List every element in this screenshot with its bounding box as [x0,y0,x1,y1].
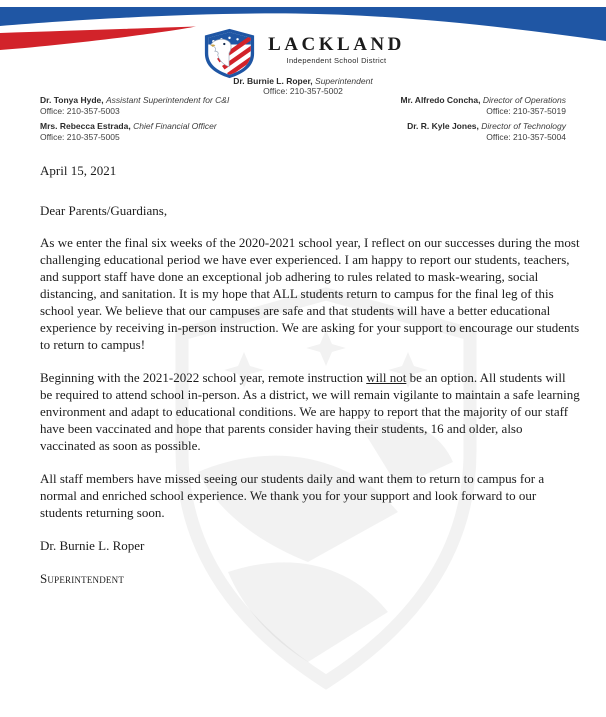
district-logotype [268,27,405,65]
superintendent-office: Office: 210-357-5002 [263,86,343,96]
contact-name: Mr. Alfredo Concha, [400,95,481,105]
district-name: LACKLAND [268,34,405,55]
letterhead-contacts [40,95,566,147]
district-subtitle: Independent School District [286,56,387,65]
contact-entry [40,121,229,142]
paragraph-2 [40,369,581,454]
contact-title: Director of Technology [481,121,566,131]
superintendent-contact [0,76,606,96]
paragraph-2-underlined: will not [366,370,407,385]
contact-title: Chief Financial Officer [133,121,217,131]
letter-body [40,162,581,603]
paragraph-2-after: be an option. All students will be required to attend school in-person. As a district, we will remain vigilante to maintain a safe learning environment and adapt to educational conditions. We are happy to report that the majority of our staff have been vaccinated and hope that parents consider having their students, 16 and older, also vaccinated as soon as possible. [40,370,580,453]
contact-title: Assistant Superintendent for C&I [105,95,230,105]
contacts-left-column [40,95,229,147]
contacts-right-column [400,95,566,147]
paragraph-3: All staff members have missed seeing our students daily and want them to return to campus for a normal and enriched school experience. We thank you for your support and look forward to our students returning soon. [40,471,545,520]
eagle-shield-icon [201,27,258,80]
contact-name: Mrs. Rebecca Estrada, [40,121,131,131]
contact-entry [400,95,566,116]
contact-name: Dr. R. Kyle Jones, [407,121,479,131]
salutation: Dear Parents/Guardians, [40,203,168,218]
contact-name: Dr. Tonya Hyde, [40,95,104,105]
signature-name: Dr. Burnie L. Roper [40,538,145,553]
contact-office: Office: 210-357-5005 [40,131,120,142]
contact-entry [40,95,229,116]
district-logo [0,27,606,80]
letter-date: April 15, 2021 [40,163,117,178]
superintendent-title: Superintendent [315,76,373,86]
superintendent-name: Dr. Burnie L. Roper, [233,76,313,86]
signature-title: Superintendent [40,571,125,586]
contact-office: Office: 210-357-5004 [486,131,566,142]
paragraph-1: As we enter the final six weeks of the 2020-2021 school year, I reflect on our successes during the most challenging educational period we have ever experienced. I am happy to report our students, teachers, and support staff have done an exceptional job adhering to rules related to mask-wearing, social distancing, and sanitation. It is my hope that ALL students return to campus for the final leg of this school year. We believe that our campuses are safe and that students will have a better educational experience by receiving in-person instruction. We are asking for your support to encourage our students to return to campus! [40,235,580,352]
contact-title: Director of Operations [482,95,566,105]
contact-office: Office: 210-357-5019 [486,105,566,116]
contact-office: Office: 210-357-5003 [40,105,120,116]
contact-entry [400,121,566,142]
paragraph-2-before: Beginning with the 2021-2022 school year, remote instruction [40,370,367,385]
